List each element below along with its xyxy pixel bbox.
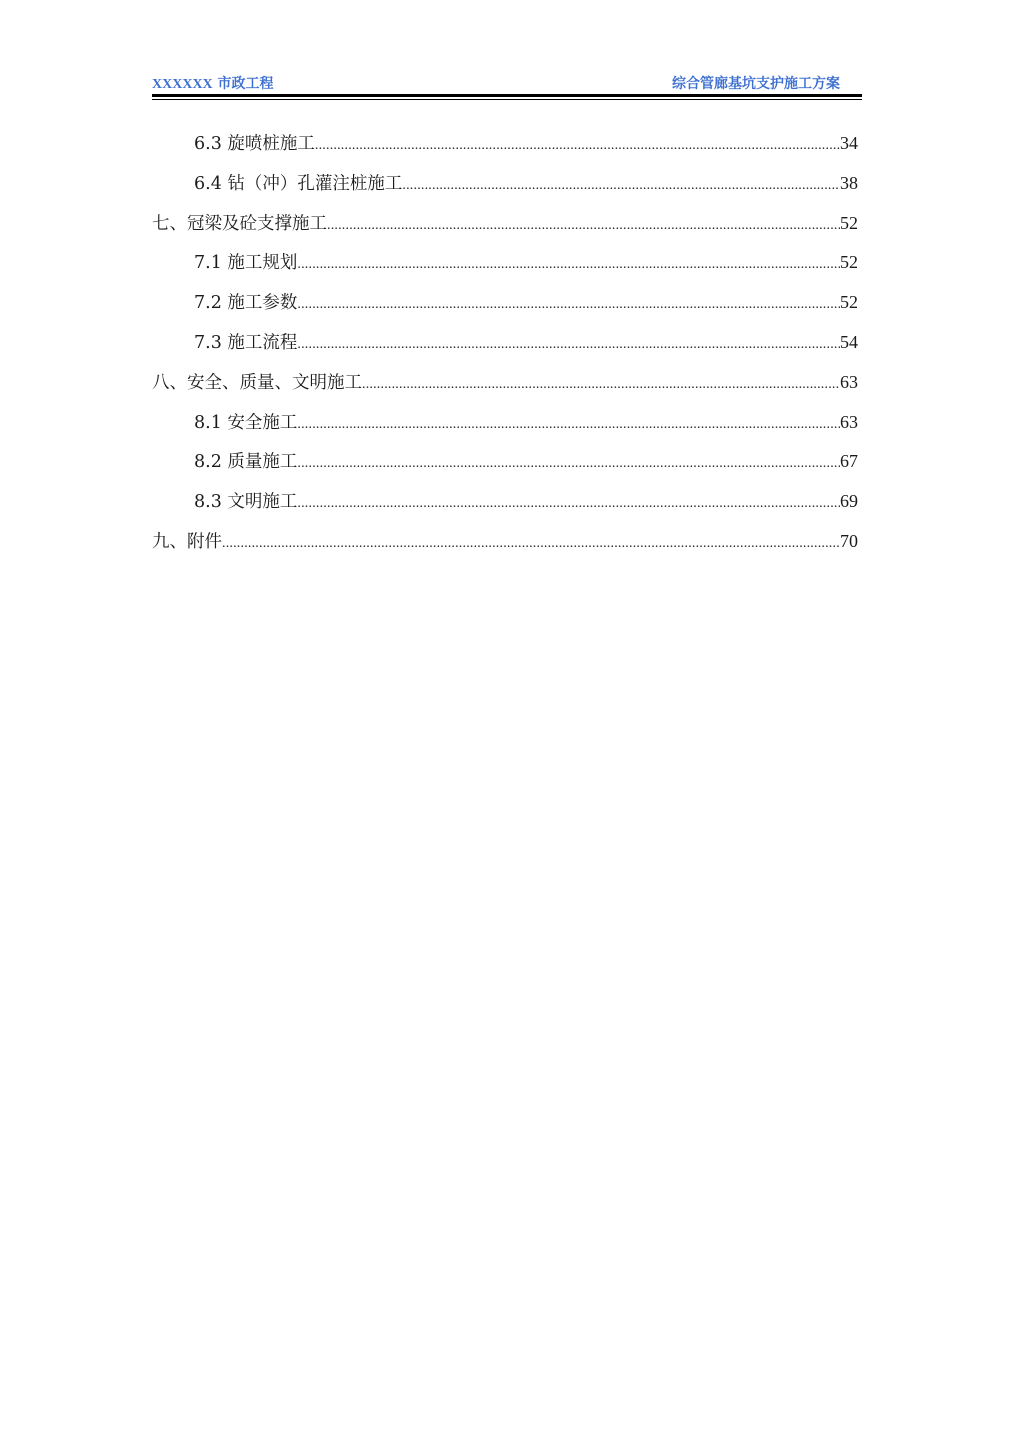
toc-entry-label: 8.2 质量施工: [194, 452, 298, 473]
toc-entry-label: 7.2 施工参数: [194, 293, 298, 314]
toc-dot-leader: [315, 126, 840, 166]
toc-page-number: 52: [840, 252, 858, 273]
toc-page-number: 38: [840, 172, 858, 193]
toc-dot-leader: [297, 325, 840, 365]
toc-page-number: 67: [840, 451, 858, 472]
toc-page-number: 54: [840, 331, 858, 352]
toc-entry-6-3[interactable]: [152, 124, 858, 164]
toc-dot-leader: [362, 365, 840, 405]
toc-entry-label: 7.3 施工流程: [194, 332, 298, 353]
header-project-name: [152, 73, 274, 93]
toc-dot-leader: [402, 166, 840, 206]
toc-dot-leader: [222, 524, 840, 564]
toc-entry-8-1[interactable]: [152, 403, 858, 443]
toc-entry-6-4[interactable]: [152, 164, 858, 204]
header-document-title: 综合管廊基坑支护施工方案: [672, 76, 840, 92]
toc-dot-leader: [297, 245, 840, 285]
toc-entry-7-2[interactable]: [152, 283, 858, 323]
toc-page-number: 63: [840, 371, 858, 392]
toc-entry-label: 八、安全、质量、文明施工: [152, 372, 362, 393]
toc-entry-chapter-7[interactable]: [152, 204, 858, 244]
toc-dot-leader: [327, 206, 840, 246]
header-project-title: 市政工程: [212, 76, 274, 92]
toc-dot-leader: [297, 484, 840, 524]
table-of-contents: [152, 124, 858, 562]
toc-entry-label: 6.3 旋喷桩施工: [194, 134, 315, 154]
toc-entry-label: 九、附件: [152, 531, 222, 552]
toc-page-number: 69: [840, 491, 858, 512]
page-header: [152, 73, 862, 93]
toc-entry-label: 8.3 文明施工: [194, 492, 298, 513]
toc-entry-8-2[interactable]: [152, 442, 858, 482]
toc-entry-label: 七、冠梁及砼支撑施工: [152, 213, 327, 234]
header-rule-thin: [152, 99, 862, 100]
toc-page-number: 70: [840, 530, 858, 551]
toc-entry-label: 8.1 安全施工: [194, 412, 298, 433]
toc-entry-label: 6.4 钻（冲）孔灌注桩施工: [194, 173, 403, 194]
toc-page-number: 52: [840, 212, 858, 233]
toc-page-number: 63: [840, 411, 858, 432]
toc-dot-leader: [297, 285, 840, 325]
toc-entry-8-3[interactable]: [152, 482, 858, 522]
toc-page-number: 52: [840, 292, 858, 313]
toc-entry-7-3[interactable]: [152, 323, 858, 363]
toc-dot-leader: [297, 444, 840, 484]
toc-page-number: 34: [840, 133, 858, 153]
toc-dot-leader: [297, 405, 840, 445]
header-rule-thick: [152, 94, 862, 97]
toc-entry-7-1[interactable]: [152, 243, 858, 283]
toc-entry-chapter-8[interactable]: [152, 363, 858, 403]
toc-entry-chapter-9[interactable]: [152, 522, 858, 562]
header-project-code: XXXXXX: [152, 77, 213, 92]
toc-entry-label: 7.1 施工规划: [194, 253, 298, 274]
